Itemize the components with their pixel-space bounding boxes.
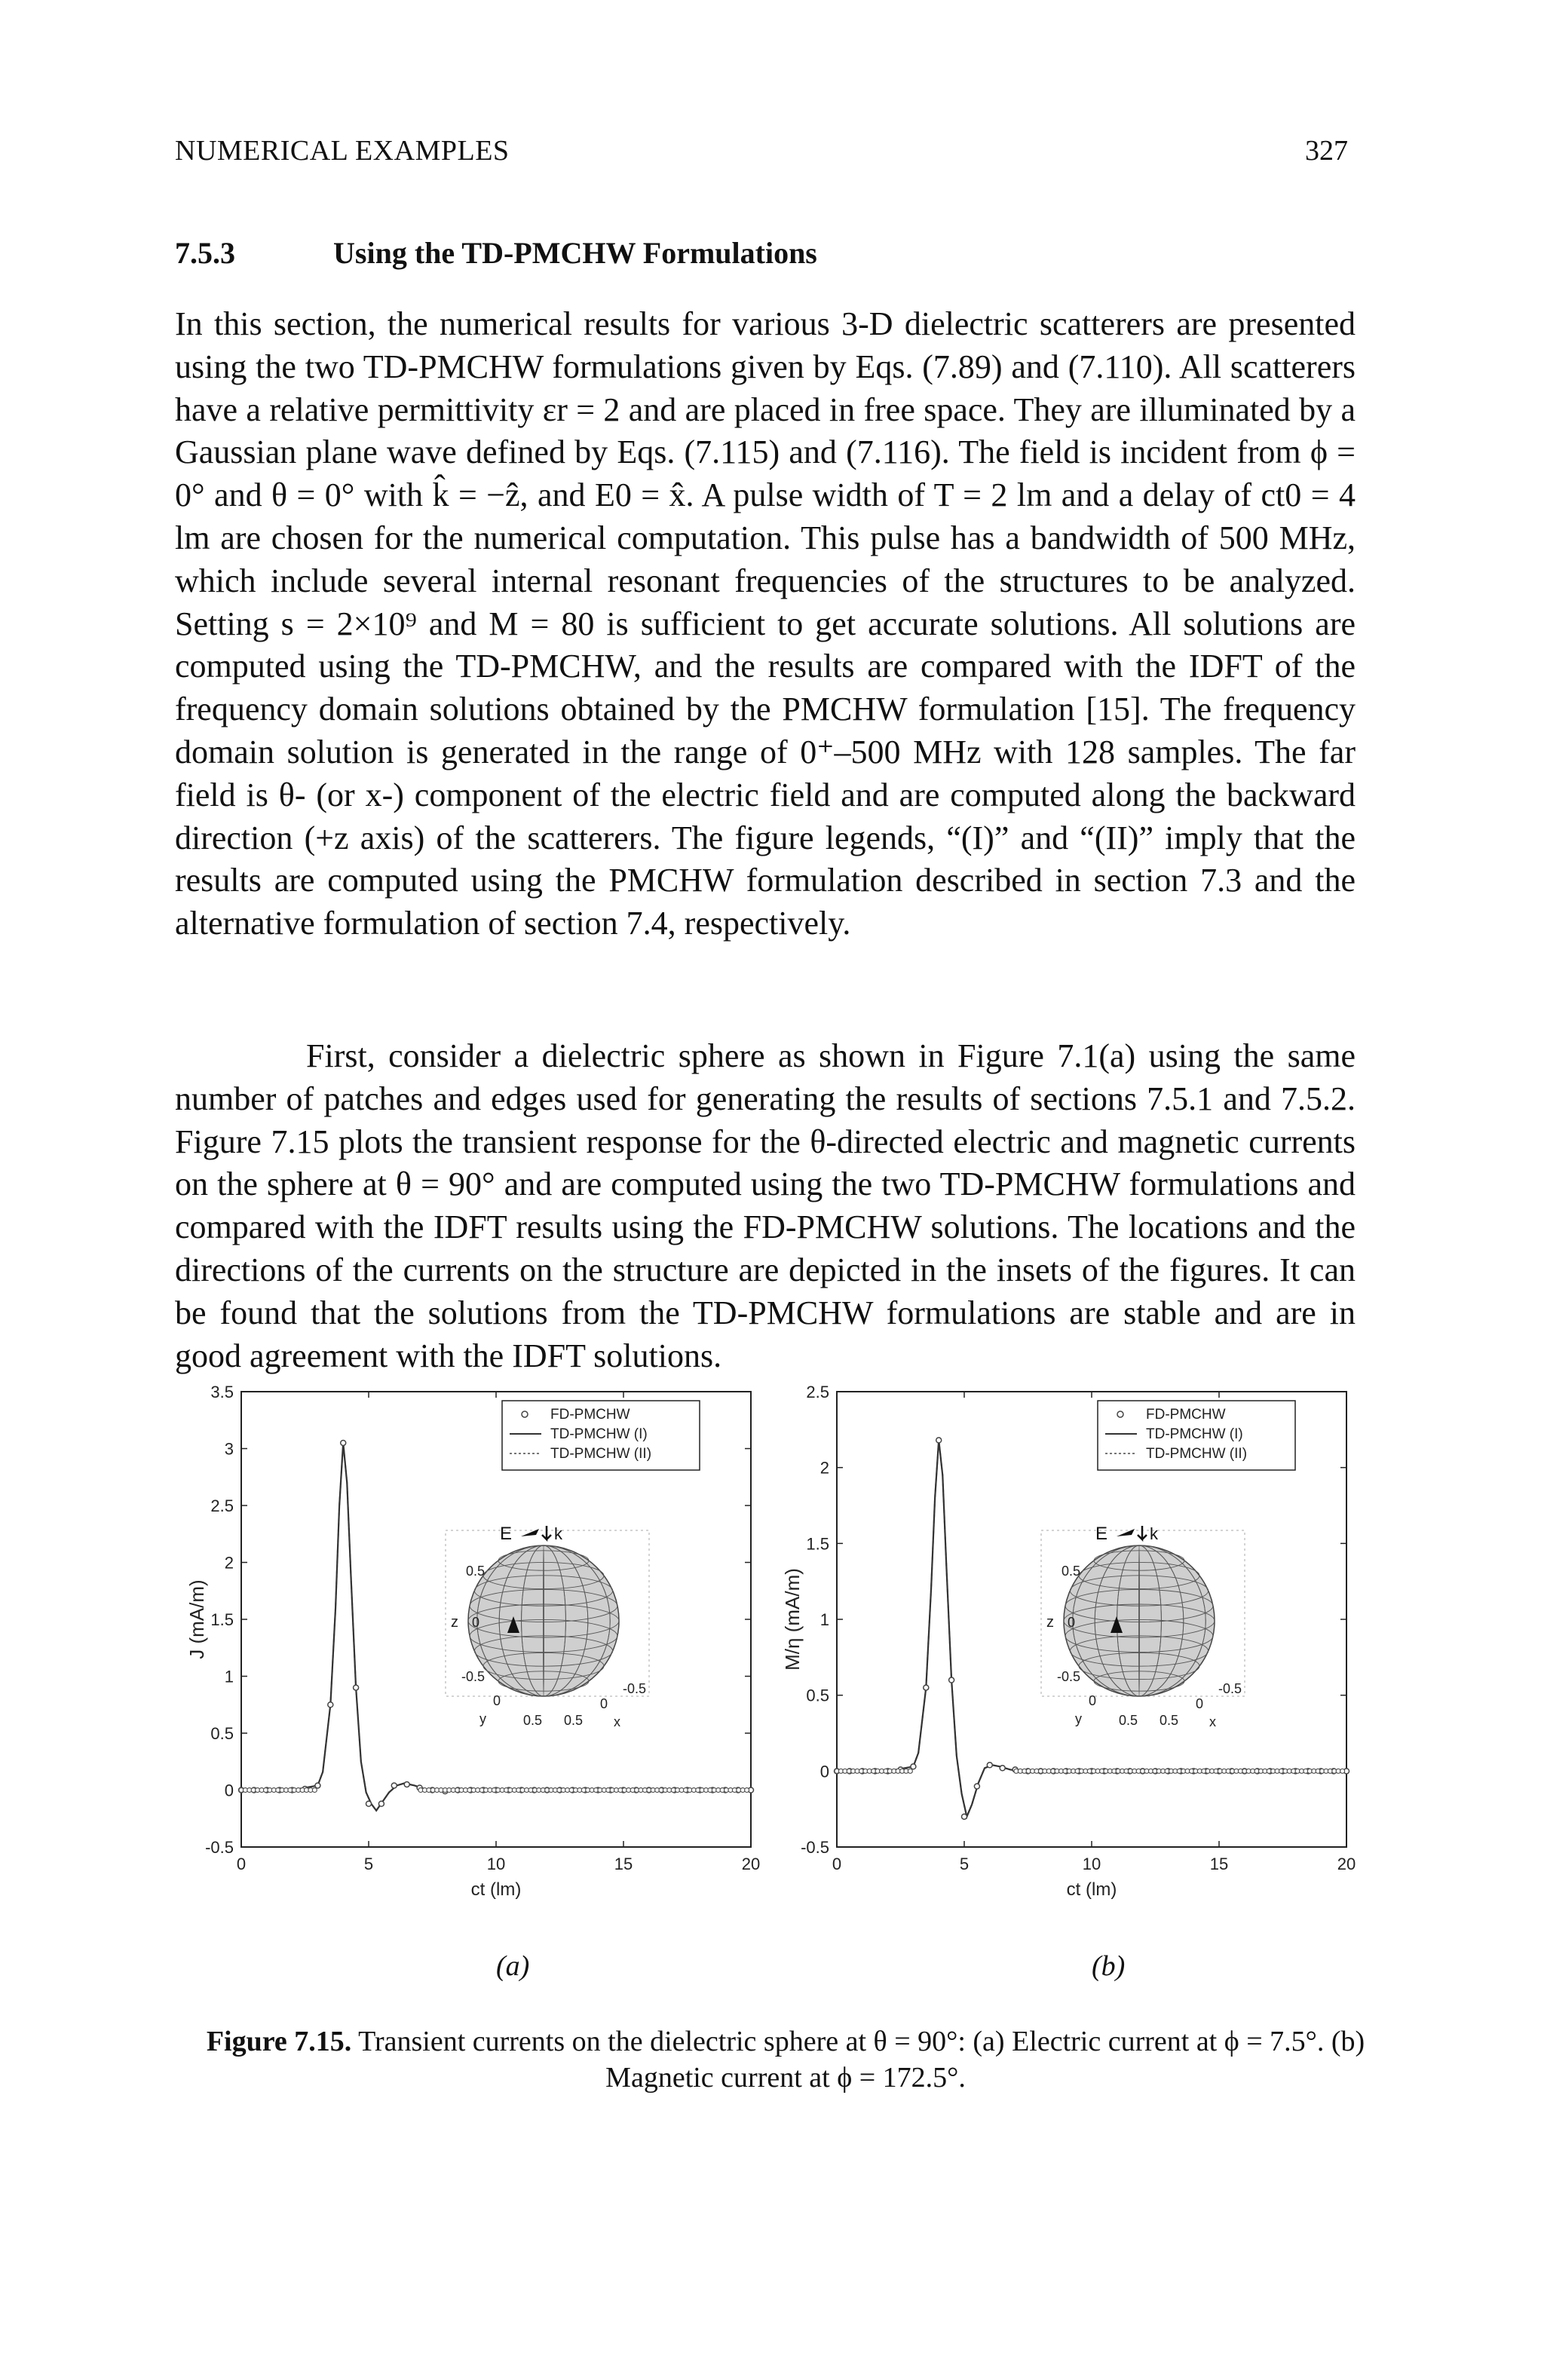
- figure-panel-a: [178, 1365, 774, 1937]
- fd-pmchw-marker: [911, 1764, 916, 1769]
- fd-pmchw-marker: [936, 1438, 942, 1443]
- fd-pmchw-marker: [404, 1781, 409, 1787]
- y-axis-label: J (mA/m): [185, 1579, 208, 1659]
- wave-k-label: k: [554, 1524, 562, 1543]
- inset-y-tick: 0: [1089, 1693, 1097, 1708]
- x-tick-label: 10: [486, 1855, 506, 1873]
- caption-text: Transient currents on the dielectric sphere at θ = 90°: (a) Electric current at ϕ = 7.5°. (b) Magnetic current at ϕ = 172.5°.: [358, 2026, 1365, 2094]
- x-tick-label: 20: [1337, 1855, 1356, 1873]
- fd-pmchw-marker-band: [908, 1769, 912, 1773]
- y-tick-label: 3: [224, 1439, 234, 1459]
- x-axis-label: ct (lm): [470, 1879, 522, 1900]
- wave-k-label: k: [1150, 1524, 1158, 1543]
- caption-label: Figure 7.15.: [206, 2026, 352, 2057]
- incident-e-label: E: [500, 1524, 513, 1544]
- y-tick-label: 0.5: [806, 1686, 829, 1705]
- x-tick-label: 0: [236, 1855, 247, 1873]
- x-tick-label: 5: [363, 1855, 374, 1873]
- y-tick-label: 1.5: [806, 1534, 829, 1554]
- inset-x-tick: 0: [1196, 1696, 1204, 1711]
- inset-z-tick: -0.5: [1057, 1669, 1081, 1684]
- inset-y-tick: 0.5: [523, 1713, 543, 1728]
- legend-marker-fd: [1117, 1411, 1123, 1417]
- fd-pmchw-marker-band: [312, 1788, 317, 1793]
- x-tick-label: 5: [959, 1855, 970, 1873]
- incident-e-label: E: [1095, 1524, 1108, 1544]
- fd-pmchw-marker: [924, 1685, 929, 1690]
- inset-x-tick: -0.5: [1218, 1681, 1242, 1696]
- fd-pmchw-marker: [962, 1814, 967, 1819]
- paragraph-2: First, consider a dielectric sphere as shown in Figure 7.1(a) using the same number of patches and edges used for generating the results of sections 7.5.1 and 7.5.2. Figure 7.15 plots the transient response for the θ-directed electric and magnetic currents on the sphere at θ = 90° and are computed using the two TD-PMCHW formulations and compared with the IDFT results using the FD-PMCHW solutions. The locations and the directions of the currents on the structure are depicted in the insets of the figures. It can be found that the solutions from the TD-PMCHW formulations are stable and are in good agreement with the IDFT solutions.: [175, 1037, 1356, 1374]
- fd-pmchw-marker: [341, 1440, 346, 1445]
- legend-entry: TD-PMCHW (I): [550, 1426, 648, 1442]
- y-tick-label: 0: [819, 1762, 829, 1781]
- y-tick-label: 2.5: [806, 1383, 829, 1401]
- section-heading: [175, 235, 817, 271]
- legend-entry: FD-PMCHW: [1146, 1407, 1226, 1423]
- y-tick-label: -0.5: [205, 1838, 234, 1857]
- x-tick-label: 10: [1082, 1855, 1101, 1873]
- inset-x-tick: -0.5: [623, 1681, 647, 1696]
- legend-entry: TD-PMCHW (II): [550, 1446, 652, 1462]
- fd-pmchw-marker: [328, 1702, 333, 1708]
- inset-sphere-diagram: [446, 1524, 649, 1729]
- fd-pmchw-marker-band: [1340, 1769, 1345, 1773]
- inset-y-label: y: [1075, 1711, 1082, 1726]
- y-tick-label: 1: [224, 1667, 234, 1686]
- fd-pmchw-marker: [391, 1783, 397, 1788]
- inset-x-tick: 0: [600, 1696, 608, 1711]
- x-tick-label: 15: [1209, 1855, 1229, 1873]
- wave-k-arrow: [1138, 1526, 1147, 1539]
- inset-z-tick: -0.5: [461, 1669, 486, 1684]
- inset-y-tick: 0.5: [1119, 1713, 1138, 1728]
- legend-entry: FD-PMCHW: [550, 1407, 630, 1423]
- fd-pmchw-marker: [378, 1801, 384, 1806]
- inset-y-label: y: [479, 1711, 486, 1726]
- fd-pmchw-marker: [987, 1763, 992, 1768]
- y-axis-label: M/η (mA/m): [781, 1568, 804, 1671]
- inset-z-tick: 0.5: [466, 1564, 486, 1579]
- y-tick-label: -0.5: [801, 1838, 829, 1857]
- inset-x-tick: 0.5: [564, 1713, 584, 1728]
- fd-pmchw-marker: [949, 1677, 954, 1683]
- legend-entry: TD-PMCHW (II): [1146, 1446, 1248, 1462]
- sub-label-a: (a): [496, 1950, 530, 1982]
- x-tick-label: 15: [614, 1855, 633, 1873]
- page-number: 327: [1305, 135, 1348, 167]
- fd-pmchw-marker: [315, 1783, 320, 1788]
- section-title: Using the TD-PMCHW Formulations: [333, 236, 817, 270]
- inset-y-tick: 0: [493, 1693, 501, 1708]
- y-tick-label: 0: [224, 1781, 234, 1800]
- figure-caption: [198, 2023, 1374, 2096]
- fd-pmchw-marker: [354, 1685, 359, 1690]
- inset-z-tick: 0: [472, 1615, 480, 1630]
- y-tick-label: 2.5: [210, 1496, 234, 1515]
- y-tick-label: 1.5: [210, 1610, 234, 1629]
- fd-pmchw-marker: [1000, 1766, 1005, 1771]
- legend-entry: TD-PMCHW (I): [1146, 1426, 1243, 1442]
- y-tick-label: 2: [819, 1458, 829, 1478]
- sub-label-b: (b): [1092, 1950, 1126, 1982]
- section-number: 7.5.3: [175, 236, 235, 270]
- y-tick-label: 0.5: [210, 1724, 234, 1743]
- legend-marker-fd: [522, 1411, 528, 1417]
- x-axis-label: ct (lm): [1066, 1879, 1117, 1900]
- fd-pmchw-marker: [366, 1801, 372, 1806]
- inset-x-label: x: [614, 1714, 620, 1729]
- fd-pmchw-marker: [974, 1784, 979, 1789]
- paragraph-1: In this section, the numerical results for various 3-D dielectric scatterers are presented using the two TD-PMCHW formulations given by Eqs. (7.89) and (7.110). All scatterers have a relative permittivity εr = 2 and are placed in free space. They are illuminated by a Gaussian plane wave defined by Eqs. (7.115) and (7.116). The field is incident from ϕ = 0° and θ = 0° with k̂ = −ẑ, and E0 = x̂. A pulse width of T = 2 lm and a delay of ct0 = 4 lm are chosen for the numerical computation. This pulse has a bandwidth of 500 MHz, which include several internal resonant frequencies of the structures to be analyzed. Setting s = 2×10⁹ and M = 80 is sufficient to get accurate solutions. All solutions are computed using the TD-PMCHW, and the results are compared with the IDFT of the frequency domain solutions obtained by the PMCHW formulation [15]. The frequency domain solution is generated in the range of 0⁺–500 MHz with 128 samples. The far field is θ- (or x-) component of the electric field and are computed along the backward direction (+z axis) of the scatterers. The figure legends, “(I)” and “(II)” imply that the results are computed using the PMCHW formulation described in section 7.3 and the alternative formulation of section 7.4, respectively.: [175, 305, 1356, 942]
- x-tick-label: 20: [741, 1855, 761, 1873]
- inset-z-label: z: [1046, 1614, 1054, 1631]
- y-tick-label: 1: [819, 1610, 829, 1629]
- x-tick-label: 0: [832, 1855, 842, 1873]
- wave-k-arrow: [542, 1526, 551, 1539]
- fd-pmchw-marker-band: [745, 1788, 749, 1793]
- inset-z-tick: 0: [1068, 1615, 1076, 1630]
- inset-x-tick: 0.5: [1160, 1713, 1179, 1728]
- figure-panel-b: [774, 1365, 1369, 1937]
- y-tick-label: 2: [224, 1553, 234, 1573]
- y-tick-label: 3.5: [210, 1383, 234, 1401]
- inset-sphere-diagram: [1041, 1524, 1245, 1729]
- inset-z-label: z: [451, 1614, 458, 1631]
- inset-z-tick: 0.5: [1062, 1564, 1081, 1579]
- inset-x-label: x: [1209, 1714, 1216, 1729]
- running-title: NUMERICAL EXAMPLES: [175, 135, 510, 167]
